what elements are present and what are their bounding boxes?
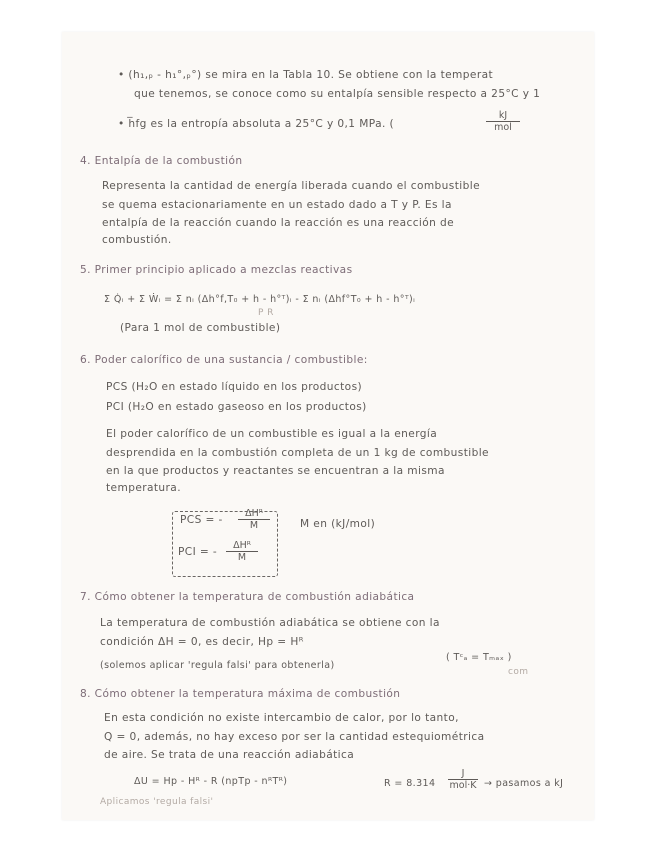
section-7-text-1: La temperatura de combustión adiabática se obtiene con la bbox=[100, 617, 440, 629]
gas-constant-num: J bbox=[448, 768, 478, 780]
section-8-title: 8. Cómo obtener la temperatura máxima de combustión bbox=[80, 688, 401, 700]
section-8-text-3: de aire. Se trata de una reacción adiabática bbox=[104, 749, 355, 761]
bullet-enthalpy-line: • (h₁,ₚ - h₁°,ₚ°) se mira en la Tabla 10. Se obtiene con la temperat bbox=[118, 69, 494, 81]
section-6-title: 6. Poder calorífico de una sustancia / combustible: bbox=[80, 354, 368, 366]
adiabatic-temperature-sub: com bbox=[508, 667, 529, 677]
section-4-text-2: se quema estacionariamente en un estado dado a T y P. Es la bbox=[102, 199, 452, 211]
gas-constant-unit bbox=[448, 768, 478, 791]
internal-energy-equation: ΔU = Hp - Hᴿ - R (npTp - nᴿTᴿ) bbox=[134, 776, 288, 787]
bullet-entropy-line: • h̅fg es la entropía absoluta a 25°C y 0,1 MPa. ( bbox=[118, 118, 395, 130]
molar-mass-units: M en (kJ/mol) bbox=[300, 518, 376, 530]
pcs-fraction bbox=[238, 508, 270, 531]
pci-formula-lhs: PCI = - bbox=[178, 546, 218, 558]
section-8-text-1: En esta condición no existe intercambio de calor, por lo tanto, bbox=[104, 712, 459, 724]
unit-fraction-kj-mol bbox=[486, 110, 520, 133]
notebook-page bbox=[62, 32, 594, 820]
section-7-note: (solemos aplicar 'regula falsi' para obtenerla) bbox=[100, 660, 335, 671]
bullet-enthalpy-cont: que tenemos, se conoce como su entalpía sensible respecto a 25°C y 1 bbox=[134, 88, 541, 100]
first-law-equation: Σ Q̇ᵢ + Σ Ẇᵢ = Σ nᵢ (Δh°f,T₀ + h - h°ᵀ)ᵢ - Σ nᵢ (Δhf°T₀ + h - h°ᵀ)ᵢ bbox=[104, 294, 416, 305]
pci-fraction bbox=[226, 540, 258, 563]
pcs-denominator: M bbox=[249, 520, 259, 531]
pci-definition: PCI (H₂O en estado gaseoso en los productos) bbox=[106, 401, 367, 413]
section-5-note: (Para 1 mol de combustible) bbox=[120, 322, 281, 334]
pcs-numerator: ΔHᴿ bbox=[238, 508, 270, 520]
adiabatic-temperature-note: ( Tᶜₐ = Tₘₐₓ ) bbox=[446, 652, 512, 663]
section-6-text-2: desprendida en la combustión completa de un 1 kg de combustible bbox=[106, 447, 489, 459]
pcs-formula-lhs: PCS = - bbox=[180, 514, 223, 526]
equation-subscripts: P R bbox=[258, 308, 274, 318]
section-4-text-3: entalpía de la reacción cuando la reacción es una reacción de bbox=[102, 217, 455, 229]
section-5-title: 5. Primer principio aplicado a mezclas reactivas bbox=[80, 264, 353, 276]
unit-denominator: mol bbox=[494, 122, 512, 133]
section-7-title: 7. Cómo obtener la temperatura de combustión adiabática bbox=[80, 591, 415, 603]
gas-constant: R = 8.314 bbox=[384, 778, 436, 789]
unit-numerator: kJ bbox=[486, 110, 520, 122]
pcs-definition: PCS (H₂O en estado líquido en los productos) bbox=[106, 381, 363, 393]
section-6-text-4: temperatura. bbox=[106, 482, 181, 494]
pci-numerator: ΔHᴿ bbox=[226, 540, 258, 552]
section-4-text-1: Representa la cantidad de energía liberada cuando el combustible bbox=[102, 180, 480, 192]
convert-to-kj-note: → pasamos a kJ bbox=[484, 778, 564, 789]
faint-regula-falsi-note: Aplicamos 'regula falsi' bbox=[100, 797, 214, 807]
section-4-title: 4. Entalpía de la combustión bbox=[80, 155, 243, 167]
section-4-text-4: combustión. bbox=[102, 234, 172, 246]
gas-constant-den: mol·K bbox=[449, 780, 477, 791]
section-6-text-1: El poder calorífico de un combustible es igual a la energía bbox=[106, 428, 438, 440]
section-7-text-2: condición ΔH = 0, es decir, Hp = Hᴿ bbox=[100, 636, 304, 648]
section-6-text-3: en la que productos y reactantes se encuentran a la misma bbox=[106, 465, 445, 477]
pci-denominator: M bbox=[237, 552, 247, 563]
section-8-text-2: Q = 0, además, no hay exceso por ser la cantidad estequiométrica bbox=[104, 731, 485, 743]
